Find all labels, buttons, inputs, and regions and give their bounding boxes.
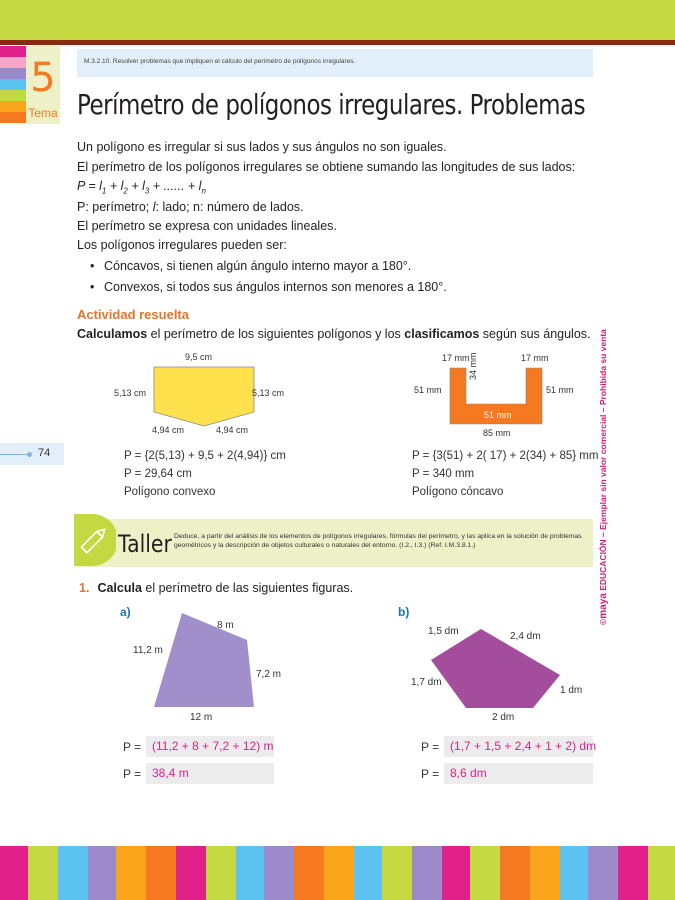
left-stripe xyxy=(0,57,26,68)
exercise-b-label: b) xyxy=(398,605,410,619)
answer-a-result[interactable]: 38,4 m xyxy=(146,763,274,784)
left-stripe xyxy=(0,46,26,57)
exercise-a-label: a) xyxy=(120,605,131,619)
fig2-calc-line: P = 340 mm xyxy=(412,468,475,480)
answer-b-label: P = xyxy=(421,740,440,754)
purple-pentagon xyxy=(431,629,560,708)
left-stripe xyxy=(0,90,26,101)
answer-a-label: P = xyxy=(123,740,142,754)
intro-line: Los polígonos irregulares pueden ser: xyxy=(77,238,287,252)
page-title: Perímetro de polígonos irregulares. Problemas xyxy=(77,88,586,121)
left-stripe xyxy=(0,79,26,90)
fig-b-side-right: 1 dm xyxy=(560,685,583,696)
lavender-quadrilateral xyxy=(154,613,254,707)
fig2-label-top-right: 17 mm xyxy=(521,353,549,363)
bottom-stripe xyxy=(0,846,28,900)
bottom-stripe xyxy=(354,846,382,900)
bullet-item: • Convexos, si todos sus ángulos internos son menores a 180°. xyxy=(90,280,447,294)
page-tab-dot xyxy=(27,452,32,457)
lavender-quadrilateral-figure xyxy=(150,610,260,710)
bottom-stripe xyxy=(294,846,324,900)
purple-pentagon-figure xyxy=(428,626,566,710)
fig1-calc-line: P = {2(5,13) + 9,5 + 2(4,94)} cm xyxy=(124,450,286,462)
fig-b-side-bottom: 2 dm xyxy=(492,712,515,723)
intro-line: El perímetro se expresa con unidades lineales. xyxy=(77,219,337,233)
fig1-label-left: 5,13 cm xyxy=(114,388,147,398)
fig1-label-top: 9,5 cm xyxy=(185,352,213,362)
bottom-stripe xyxy=(58,846,88,900)
bottom-stripe xyxy=(236,846,264,900)
intro-line: Un polígono es irregular si sus lados y sus ángulos no son iguales. xyxy=(77,140,447,154)
fig1-label-bottom-left: 4,94 cm xyxy=(152,425,185,435)
activity-instruction: Calculamos el perímetro de los siguientes polígonos y los clasificamos según sus ángulos. xyxy=(77,327,591,341)
yellow-pentagon xyxy=(154,367,254,426)
fig-b-side-top-right: 2,4 dm xyxy=(510,631,541,642)
perimeter-formula: $P = l_1 + l_2 + l_3$ + ...... + $l_n$ xyxy=(77,179,206,196)
exercise-instruction: 1. Calcula el perímetro de las siguientes figuras. xyxy=(79,581,354,595)
fig2-label-bottom: 85 mm xyxy=(483,428,511,438)
bottom-stripe xyxy=(88,846,116,900)
fig1-calc-line: P = 29,64 cm xyxy=(124,468,192,480)
tema-number: 5 xyxy=(30,55,56,101)
left-stripe xyxy=(0,112,26,123)
left-stripe xyxy=(0,68,26,79)
fig2-label-inner-horizontal: 51 mm xyxy=(484,410,512,420)
answer-b-label: P = xyxy=(421,767,440,781)
tema-label: Tema xyxy=(28,106,58,120)
bottom-stripe xyxy=(500,846,530,900)
bottom-stripe xyxy=(442,846,470,900)
fig2-classification: Polígono cóncavo xyxy=(412,486,504,498)
fig-a-side-left: 11,2 m xyxy=(133,645,163,656)
bottom-stripe xyxy=(146,846,176,900)
fig-a-side-right: 7,2 m xyxy=(256,669,282,680)
answer-b-expression[interactable]: (1,7 + 1,5 + 2,4 + 1 + 2) dm xyxy=(444,736,593,757)
pencil-icon xyxy=(72,514,116,566)
bottom-stripe xyxy=(28,846,58,900)
taller-description: Deduce, a partir del análisis de los elementos de polígonos irregulares, fórmulas del perímetro, y las aplica en la solución de problemas geométricos y la descripción de objetos culturales o naturales del entorno. (I.2., I.3.) (Ref. I.M.3.8.1.) xyxy=(174,533,582,549)
skill-text: M.3.2.10. Resolver problemas que impliquen el cálculo del perímetro de polígonos irregulares. xyxy=(84,58,356,65)
left-stripe xyxy=(0,101,26,112)
fig-a-side-bottom: 12 m xyxy=(190,712,213,723)
page-tab-line xyxy=(0,454,27,455)
bottom-stripe xyxy=(560,846,588,900)
formula-legend: P: perímetro; l: lado; n: número de lados. xyxy=(77,200,304,214)
copyright-notice: ©maya EDUCACIÓN – Ejemplar sin valor comercial – Prohibida su venta xyxy=(598,329,609,625)
answer-b-result[interactable]: 8,6 dm xyxy=(444,763,593,784)
fig1-label-bottom-right: 4,94 cm xyxy=(216,425,249,435)
bottom-stripe xyxy=(412,846,442,900)
fig1-label-right: 5,13 cm xyxy=(252,388,285,398)
answer-a-label: P = xyxy=(123,767,142,781)
taller-title: Taller xyxy=(118,530,172,558)
bottom-stripe xyxy=(530,846,560,900)
bottom-stripe xyxy=(618,846,648,900)
fig2-label-inner-vertical: 34 mm xyxy=(468,352,478,380)
bottom-stripe xyxy=(382,846,412,900)
fig-b-side-left: 1,7 dm xyxy=(411,677,442,688)
bottom-stripe xyxy=(264,846,294,900)
top-brown-rule xyxy=(0,40,675,45)
bottom-stripe xyxy=(470,846,500,900)
intro-line: El perímetro de los polígonos irregulares se obtiene sumando las longitudes de sus lados: xyxy=(77,160,576,174)
fig2-calc-line: P = {3(51) + 2( 17) + 2(34) + 85} mm xyxy=(412,450,599,462)
fig2-label-right: 51 mm xyxy=(546,385,574,395)
bullet-item: • Cóncavos, si tienen algún ángulo interno mayor a 180°. xyxy=(90,259,412,273)
fig-b-side-top-left: 1,5 dm xyxy=(428,626,459,637)
page-number: 74 xyxy=(38,447,51,459)
fig-a-side-top: 8 m xyxy=(217,620,234,631)
bottom-stripe xyxy=(648,846,675,900)
fig1-classification: Polígono convexo xyxy=(124,486,216,498)
answer-a-expression[interactable]: (11,2 + 8 + 7,2 + 12) m xyxy=(146,736,274,757)
bottom-stripe xyxy=(588,846,618,900)
bottom-stripe xyxy=(116,846,146,900)
bottom-stripe xyxy=(206,846,236,900)
activity-title: Actividad resuelta xyxy=(77,307,189,322)
bottom-stripe xyxy=(324,846,354,900)
fig2-label-top-left: 17 mm xyxy=(442,353,470,363)
fig2-label-left: 51 mm xyxy=(414,385,442,395)
yellow-pentagon-figure xyxy=(150,364,260,428)
top-color-band xyxy=(0,0,675,40)
bottom-stripe xyxy=(176,846,206,900)
